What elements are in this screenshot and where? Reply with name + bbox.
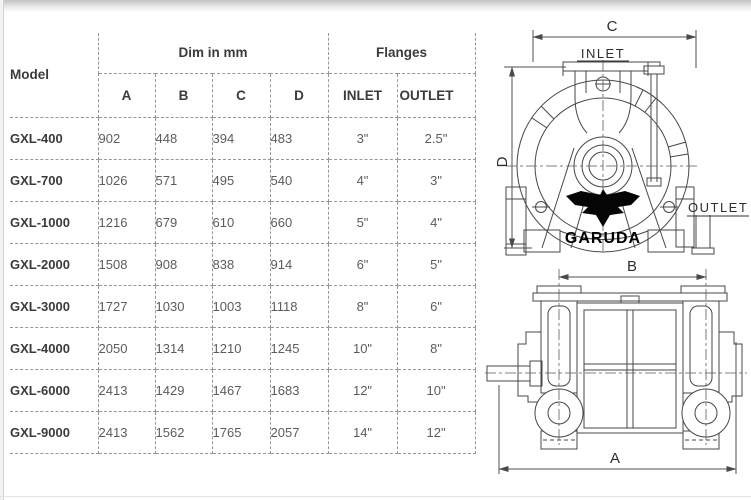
inlet-cell: 5" — [328, 201, 397, 243]
table-row — [10, 201, 475, 243]
outlet-cell: 5" — [397, 243, 475, 285]
table-row — [10, 411, 475, 453]
model-column-header: Model — [10, 33, 98, 117]
dim-b-cell: 1030 — [155, 285, 212, 327]
inlet-cell: 14" — [328, 411, 397, 453]
model-cell: GXL-1000 — [10, 201, 98, 243]
dim-b-cell: 571 — [155, 159, 212, 201]
model-cell: GXL-2000 — [10, 243, 98, 285]
garuda-logo — [565, 189, 641, 247]
col-header-a: A — [98, 73, 155, 117]
gauge-rod — [644, 62, 664, 186]
pump-spec-table — [10, 33, 476, 454]
dim-d-cell: 660 — [270, 201, 328, 243]
col-header-b: B — [155, 73, 212, 117]
outlet-cell: 10" — [397, 369, 475, 411]
outlet-label: OUTLET — [688, 200, 749, 215]
col-header-inlet: INLET — [328, 73, 397, 117]
inlet-cell: 3" — [328, 117, 397, 159]
dim-b-cell: 448 — [155, 117, 212, 159]
dim-c-cell: 1765 — [212, 411, 270, 453]
dim-a-cell: 2413 — [98, 411, 155, 453]
dim-a-cell: 1727 — [98, 285, 155, 327]
dim-a-cell: 1216 — [98, 201, 155, 243]
dim-c-cell: 838 — [212, 243, 270, 285]
dim-a-cell: 1026 — [98, 159, 155, 201]
dim-d-cell: 1245 — [270, 327, 328, 369]
pump-front-view-drawing — [495, 8, 751, 260]
col-header-d: D — [270, 73, 328, 117]
model-cell: GXL-9000 — [10, 411, 98, 453]
dim-a-cell: 902 — [98, 117, 155, 159]
dim-d-cell: 1118 — [270, 285, 328, 327]
table-row — [10, 243, 475, 285]
drive-shaft — [487, 366, 530, 381]
model-cell: GXL-6000 — [10, 369, 98, 411]
col-header-c: C — [212, 73, 270, 117]
garuda-eagle-icon — [566, 189, 640, 227]
outlet-cell: 6" — [397, 285, 475, 327]
dim-b-cell: 1562 — [155, 411, 212, 453]
d-dimension-label: D — [494, 156, 511, 168]
page-left-border — [3, 0, 4, 500]
outlet-cell: 12" — [397, 411, 475, 453]
dim-group-header: Dim in mm — [98, 33, 328, 73]
dim-c-cell: 495 — [212, 159, 270, 201]
inlet-cell: 12" — [328, 369, 397, 411]
garuda-logo-text: GARUDA — [564, 230, 642, 247]
table-row — [10, 369, 475, 411]
inlet-cell: 10" — [328, 327, 397, 369]
a-dimension-label: A — [609, 450, 621, 467]
model-cell: GXL-400 — [10, 117, 98, 159]
inlet-cell: 4" — [328, 159, 397, 201]
inlet-flange — [563, 62, 648, 133]
model-cell: GXL-3000 — [10, 285, 98, 327]
table-row — [10, 117, 475, 159]
dim-c-cell: 610 — [212, 201, 270, 243]
dim-a-cell: 2050 — [98, 327, 155, 369]
b-dimension-label: B — [626, 258, 638, 275]
dim-d-cell: 2057 — [270, 411, 328, 453]
model-cell: GXL-700 — [10, 159, 98, 201]
table-row — [10, 327, 475, 369]
dim-c-cell: 1210 — [212, 327, 270, 369]
outlet-cell: 8" — [397, 327, 475, 369]
inlet-label: INLET — [580, 46, 626, 61]
c-dimension-label: C — [606, 18, 618, 35]
pump-side-view-drawing — [483, 258, 751, 500]
table-row — [10, 285, 475, 327]
dim-a-cell: 2413 — [98, 369, 155, 411]
dim-b-cell: 1429 — [155, 369, 212, 411]
outlet-cell: 4" — [397, 201, 475, 243]
dim-b-cell: 908 — [155, 243, 212, 285]
dim-c-cell: 394 — [212, 117, 270, 159]
dim-d-cell: 540 — [270, 159, 328, 201]
dim-c-cell: 1003 — [212, 285, 270, 327]
dim-d-cell: 483 — [270, 117, 328, 159]
inlet-cell: 6" — [328, 243, 397, 285]
dim-d-cell: 914 — [270, 243, 328, 285]
dim-a-cell: 1508 — [98, 243, 155, 285]
outlet-cell: 3" — [397, 159, 475, 201]
dim-d-cell: 1683 — [270, 369, 328, 411]
d-dimension — [504, 67, 566, 248]
table-row — [10, 159, 475, 201]
dim-b-cell: 1314 — [155, 327, 212, 369]
flanges-group-header: Flanges — [328, 33, 475, 73]
model-cell: GXL-4000 — [10, 327, 98, 369]
inlet-cell: 8" — [328, 285, 397, 327]
dim-b-cell: 679 — [155, 201, 212, 243]
col-header-outlet: OUTLET — [397, 73, 475, 117]
dim-c-cell: 1467 — [212, 369, 270, 411]
outlet-cell: 2.5" — [397, 117, 475, 159]
